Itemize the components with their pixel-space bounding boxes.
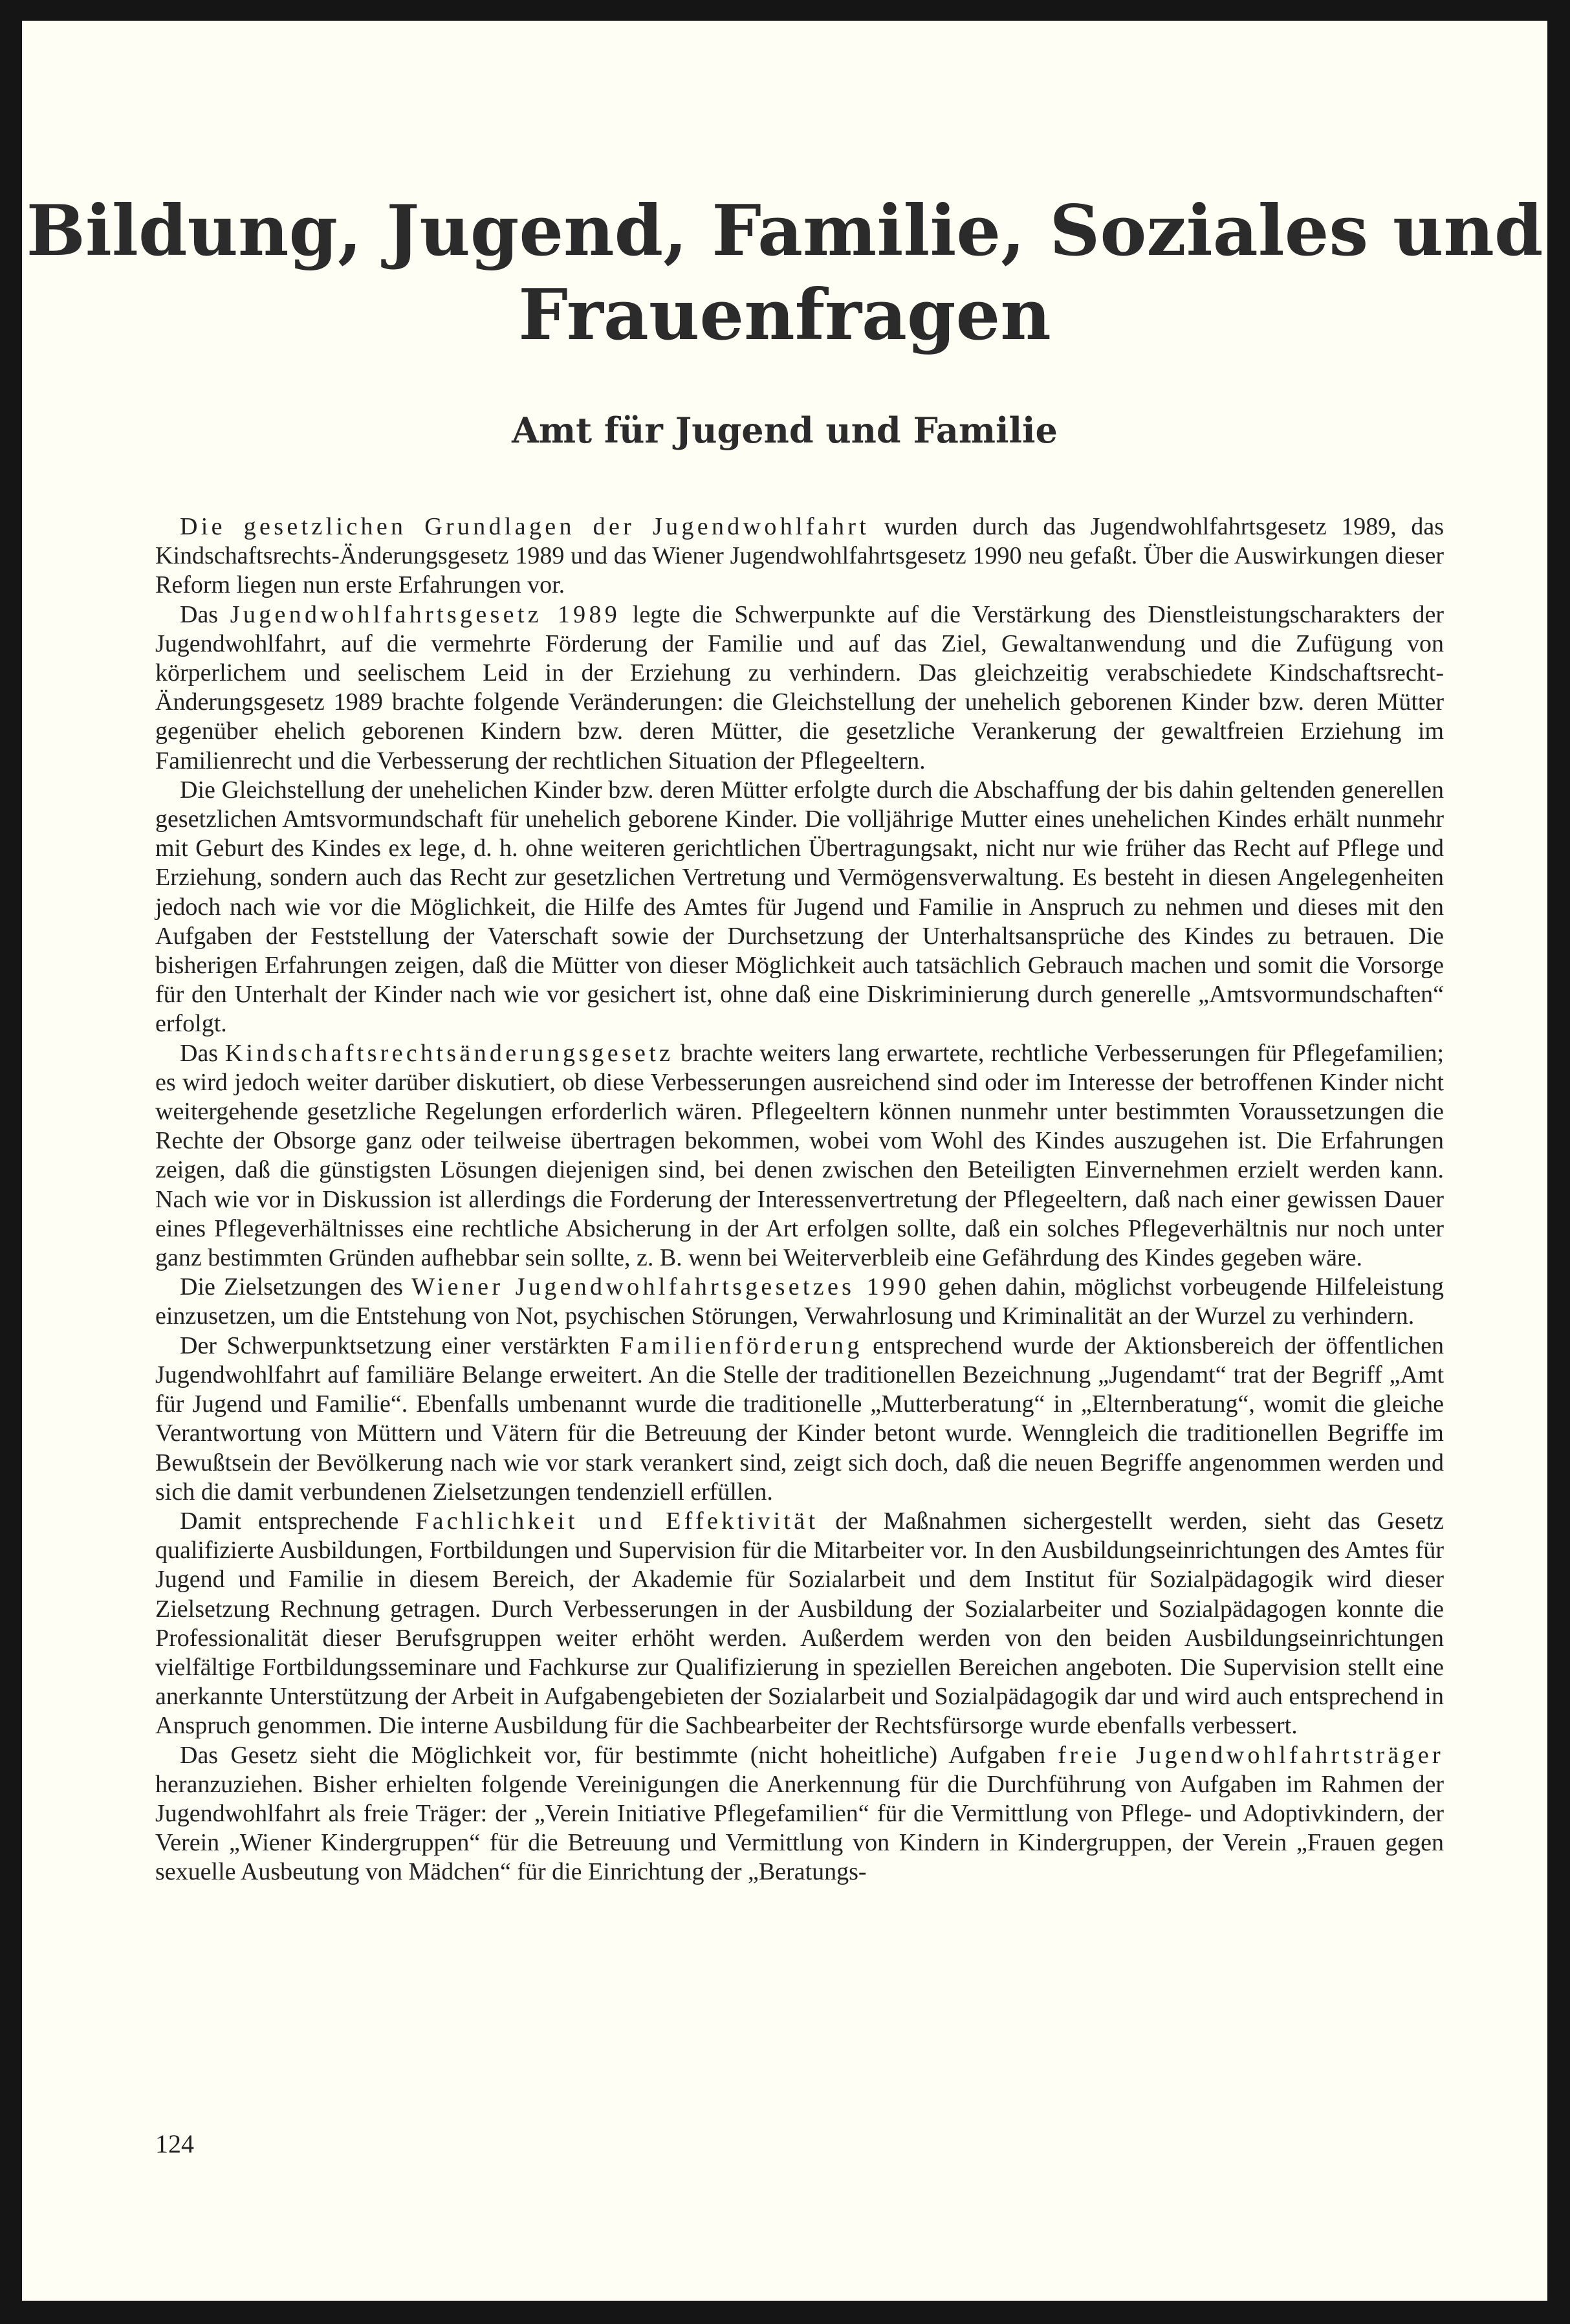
document-page xyxy=(22,21,1547,2301)
paragraph xyxy=(155,1332,1444,1507)
spaced-emphasis: Wiener Jugendwohlfahrtsgesetzes 1990 xyxy=(411,1273,930,1301)
paragraph xyxy=(155,1507,1444,1741)
spaced-emphasis: Kindschaftsrechtsänderungsgesetz xyxy=(224,1039,674,1067)
text-run: Damit entsprechende xyxy=(180,1507,416,1535)
text-run: wurden durch das Jugendwohlfahrtsgesetz 1989, das Kindschaftsrechts-Änderungsgesetz 1989 und das Wiener Jugendwohlfahrtsgesetz 1990 neu gefaßt. Über die Auswirkungen dieser Reform liegen nun erste Erfahrungen vor. xyxy=(155,513,1444,599)
spaced-emphasis: freie Jugendwohlfahrtsträger xyxy=(1058,1741,1444,1769)
page-title: Bildung, Jugend, Familie, Soziales und Frauenfragen xyxy=(26,190,1543,356)
text-run: Die Zielsetzungen des xyxy=(180,1273,412,1301)
text-run: legte die Schwerpunkte auf die Verstärkung des Dienstleistungscharakters der Jugendwohlfahrt, auf die vermehrte Förderung der Familie und auf das Ziel, Gewaltanwendung und die Zufügung von körperlichem und seelischem Leid in der Erziehung zu verhindern. Das gleichzeitig verabschiedete Kindschaftsrecht-Änderungsgesetz 1989 brachte folgende Veränderungen: die Gleichstellung der unehelich geborenen Kinder bzw. deren Mütter gegenüber ehelich geborenen Kindern bzw. deren Mütter, die gesetzliche Verankerung der gewaltfreien Erziehung im Familienrecht und die Verbesserung der rechtlichen Situation der Pflegeeltern. xyxy=(155,600,1444,774)
paragraph xyxy=(155,1039,1444,1273)
text-run: Das Gesetz sieht die Möglichkeit vor, für bestimmte (nicht hoheitliche) Aufgaben xyxy=(180,1741,1058,1769)
section-heading: Amt für Jugend und Familie xyxy=(512,410,1058,451)
page-number: 124 xyxy=(155,2129,194,2158)
body-text xyxy=(155,512,1444,1887)
spaced-emphasis: Familienförderung xyxy=(620,1332,863,1359)
text-run: entsprechend wurde der Aktionsbereich der öffentlichen Jugendwohlfahrt auf familiäre Belange erweitert. An die Stelle der traditionellen Bezeichnung „Jugendamt“ trat der Begriff „Amt für Jugend und Familie“. Ebenfalls umbenannt wurde die traditionelle „Mutterberatung“ in „Elternberatung“, womit die gleiche Verantwortung von Müttern und Vätern für die Betreuung der Kinder betont wurde. Wenngleich die traditionellen Begriffe im Bewußtsein der Bevölkerung nach wie vor stark verankert sind, zeigt sich doch, daß die neuen Begriffe angenommen werden und sich die damit verbundenen Zielsetzungen tendenziell erfüllen. xyxy=(155,1332,1445,1506)
spaced-emphasis: Jugendwohlfahrtsgesetz 1989 xyxy=(230,600,621,628)
text-run: Die Gleichstellung der unehelichen Kinder bzw. deren Mütter erfolgte durch die Abschaffung der bis dahin geltenden generellen gesetzlichen Amtsvormundschaft für unehelich geborene Kinder. Die volljährige Mutter eines unehelichen Kindes erhält nunmehr mit Geburt des Kindes ex lege, d. h. ohne weiteren gerichtlichen Übertragungsakt, nicht nur wie früher das Recht auf Pflege und Erziehung, sondern auch das Recht zur gesetzlichen Vertretung und Vermögensverwaltung. Es besteht in diesen Angelegenheiten jedoch nach wie vor die Möglichkeit, die Hilfe des Amtes für Jugend und Familie in Anspruch zu nehmen und dieses mit den Aufgaben der Feststellung der Vaterschaft sowie der Durchsetzung der Unterhaltsansprüche des Kindes zu betrauen. Die bisherigen Erfahrungen zeigen, daß die Mütter von dieser Möglichkeit auch tatsächlich Gebrauch machen und somit die Vorsorge für den Unterhalt der Kinder nach wie vor gesichert ist, ohne daß eine Diskriminierung durch generelle „Amtsvormundschaften“ erfolgt. xyxy=(155,776,1444,1038)
text-run: heranzuziehen. Bisher erhielten folgende Vereinigungen die Anerkennung für die Durchführung von Aufgaben im Rahmen der Jugendwohlfahrt als freie Träger: der „Verein Initiative Pflegefamilien“ für die Vermittlung von Pflege- und Adoptivkindern, der Verein „Wiener Kindergruppen“ für die Betreuung und Vermittlung von Kindern in Kindergruppen, der Verein „Frauen gegen sexuelle Ausbeutung von Mädchen“ für die Einrichtung der „Beratungs- xyxy=(155,1770,1444,1886)
paragraph xyxy=(155,1741,1444,1887)
text-run: gehen dahin, möglichst vorbeugende Hilfeleistung einzusetzen, um die Entstehung von Not, psychischen Störungen, Verwahrlosung und Kriminalität an der Wurzel zu verhindern. xyxy=(155,1273,1444,1330)
text-run: Das xyxy=(180,600,230,628)
paragraph xyxy=(155,776,1444,1039)
paragraph xyxy=(155,512,1444,600)
paragraph xyxy=(155,600,1444,776)
text-run: der Maßnahmen sichergestellt werden, sieht das Gesetz qualifizierte Ausbildungen, Fortbildungen und Supervision für die Mitarbeiter vor. In den Ausbildungseinrichtungen des Amtes für Jugend und Familie in diesem Bereich, der Akademie für Sozialarbeit und dem Institut für Sozialpädagogik wird dieser Zielsetzung Rechnung getragen. Durch Verbesserungen in der Ausbildung der Sozialarbeiter und Sozialpädagogen konnte die Professionalität dieser Berufsgruppen weiter erhöht werden. Außerdem werden von den beiden Ausbildungseinrichtungen vielfältige Fortbildungsseminare und Fachkurse zur Qualifizierung in speziellen Bereichen angeboten. Die Supervision stellt eine anerkannte Unterstützung der Arbeit in Aufgabengebieten der Sozialarbeit und Sozialpädagogik dar und wird auch entsprechend in Anspruch genommen. Die interne Ausbildung für die Sachbearbeiter der Rechtsfürsorge wurde ebenfalls verbessert. xyxy=(155,1507,1445,1740)
spaced-emphasis: Fachlichkeit und Effektivität xyxy=(415,1507,819,1535)
text-run: Das xyxy=(180,1039,225,1067)
text-run: brachte weiters lang erwartete, rechtliche Verbesserungen für Pflegefamilien; es wird jedoch weiter darüber diskutiert, ob diese Verbesserungen ausreichend sind oder im Interesse der betroffenen Kinder nicht weitergehende gesetzliche Regelungen erforderlich wären. Pflegeeltern können nunmehr unter bestimmten Voraussetzungen die Rechte der Obsorge ganz oder teilweise übertragen bekommen, wobei vom Wohl des Kindes auszugehen ist. Die Erfahrungen zeigen, daß die günstigsten Lösungen diejenigen sind, bei denen zwischen den Beteiligten Einvernehmen erzielt werden kann. Nach wie vor in Diskussion ist allerdings die Forderung der Interessenvertretung der Pflegeeltern, daß nach einer gewissen Dauer eines Pflegeverhältnisses eine rechtliche Absicherung in der Art erfolgen sollte, daß ein solches Pflegeverhältnis nur noch unter ganz bestimmten Gründen aufhebbar sein sollte, z. B. wenn bei Weiterverbleib eine Gefährdung des Kindes gegeben wäre. xyxy=(155,1039,1444,1272)
text-run: Der Schwerpunktsetzung einer verstärkten xyxy=(180,1332,620,1359)
spaced-emphasis: Die gesetzlichen Grundlagen der Jugendwohlfahrt xyxy=(180,513,870,540)
paragraph xyxy=(155,1273,1444,1331)
